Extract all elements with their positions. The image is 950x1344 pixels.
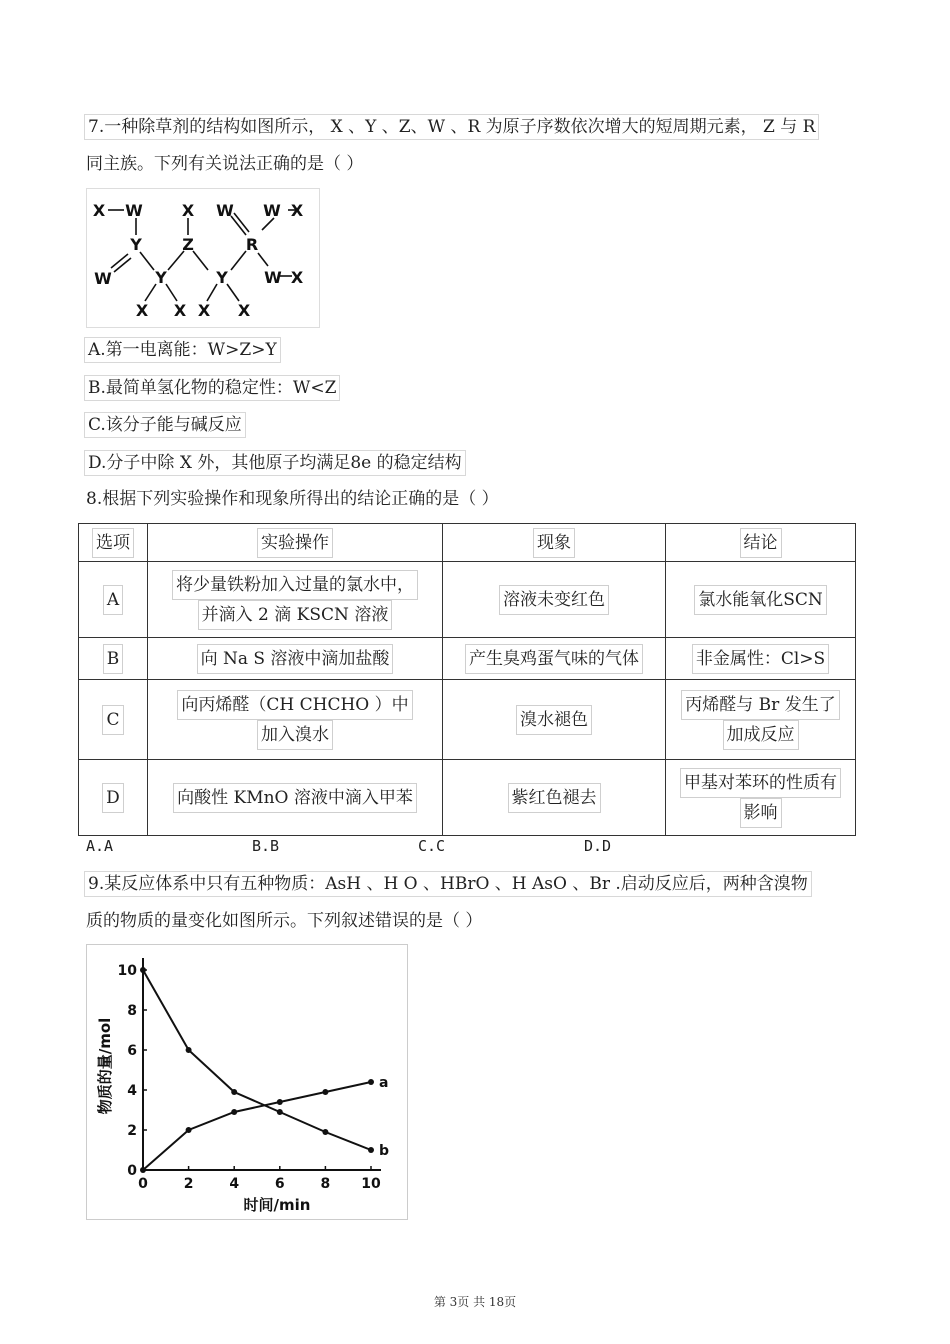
- q9-line1: 9.某反应体系中只有五种物质：AsH 、H O 、HBrO 、H AsO 、Br .启动反应后，两种含溴物: [84, 871, 812, 897]
- x-tick-label: 0: [138, 1176, 148, 1192]
- series-label-a: a: [379, 1075, 389, 1091]
- y-tick-label: 10: [117, 963, 137, 979]
- q8-stem: 8.根据下列实验操作和现象所得出的结论正确的是（ ）: [86, 489, 499, 509]
- row-option: B: [79, 638, 148, 680]
- series-label-b: b: [379, 1143, 390, 1159]
- header-phenomenon: 现象: [443, 524, 666, 562]
- q8-experiment-table: [78, 523, 856, 836]
- row-conclusion: 非金属性：Cl>S: [666, 638, 856, 680]
- q8-answer-a: A.A: [86, 837, 114, 855]
- row-operation: 向丙烯醛（CH CHCHO ）中 加入溴水: [148, 680, 443, 760]
- q7-line1: 7.一种除草剂的结构如图所示， X 、Y 、Z、W 、R 为原子序数依次增大的短周期元素， Z 与 R: [84, 114, 819, 140]
- row-operation: 将少量铁粉加入过量的氯水中， 并滴入 2 滴 KSCN 溶液: [148, 562, 443, 638]
- x-tick-label: 2: [183, 1176, 194, 1192]
- atom-label: R: [245, 235, 259, 254]
- q7-option-b: B.最简单氢化物的稳定性：W<Z: [84, 375, 340, 401]
- data-point-a: [368, 1079, 374, 1085]
- data-point-a: [277, 1099, 283, 1105]
- q9-line-chart: [86, 944, 408, 1220]
- row-option: D: [79, 760, 148, 836]
- atom-label: W: [216, 201, 234, 220]
- atom-label: W: [264, 268, 282, 287]
- q7-option-a: A.第一电离能：W>Z>Y: [84, 337, 281, 363]
- atom-label: Y: [155, 268, 167, 287]
- atom-label: W: [94, 269, 112, 288]
- data-point-a: [231, 1109, 237, 1115]
- row-conclusion: 丙烯醛与 Br 发生了 加成反应: [666, 680, 856, 760]
- x-tick-label: 8: [320, 1176, 331, 1192]
- atom-label: X: [173, 301, 187, 320]
- q8-answer-b: B.B: [252, 837, 280, 855]
- atom-label: X: [237, 301, 251, 320]
- data-point-a: [186, 1127, 192, 1133]
- row-phenomenon: 紫红色褪去: [443, 760, 666, 836]
- q7-line2: 同主族。下列有关说法正确的是（ ）: [86, 154, 364, 174]
- y-tick-label: 8: [127, 1003, 137, 1019]
- header-conclusion: 结论: [666, 524, 856, 562]
- row-conclusion: 甲基对苯环的性质有 影响: [666, 760, 856, 836]
- y-tick-label: 6: [127, 1043, 137, 1059]
- table-header-row: [79, 524, 856, 562]
- q7-structure-diagram: [86, 188, 320, 328]
- row-operation: 向 Na S 溶液中滴加盐酸: [148, 638, 443, 680]
- table-row: [79, 562, 856, 638]
- atom-label: X: [197, 301, 211, 320]
- data-point-a: [140, 1167, 146, 1173]
- row-phenomenon: 溶液未变红色: [443, 562, 666, 638]
- data-point-b: [322, 1129, 328, 1135]
- row-option: C: [79, 680, 148, 760]
- table-row: [79, 760, 856, 836]
- y-tick-label: 2: [127, 1123, 137, 1139]
- atom-label: X: [181, 201, 195, 220]
- atom-label: Z: [182, 235, 194, 254]
- atom-label: Y: [130, 235, 142, 254]
- data-point-b: [186, 1047, 192, 1053]
- series-line-b: [143, 970, 371, 1150]
- x-tick-label: 6: [274, 1176, 285, 1192]
- header-option: 选项: [79, 524, 148, 562]
- atom-label: X: [135, 301, 149, 320]
- header-operation: 实验操作: [148, 524, 443, 562]
- q9-line2: 质的物质的量变化如图所示。下列叙述错误的是（ ）: [86, 911, 483, 931]
- data-point-b: [140, 967, 146, 973]
- data-point-b: [231, 1089, 237, 1095]
- atom-label: X: [290, 268, 304, 287]
- page-footer: 第 3页 共 18页: [433, 1295, 517, 1309]
- y-tick-label: 4: [127, 1083, 137, 1099]
- atom-label: W: [125, 201, 143, 220]
- row-option: A: [79, 562, 148, 638]
- data-point-a: [322, 1089, 328, 1095]
- q7-option-d: D.分子中除 X 外，其他原子均满足8e 的稳定结构: [84, 450, 466, 476]
- y-axis-label: 物质的量/mol: [96, 1017, 114, 1115]
- x-tick-label: 10: [361, 1176, 381, 1192]
- series-line-a: [143, 1082, 371, 1170]
- q8-answer-c: C.C: [418, 837, 446, 855]
- data-point-b: [368, 1147, 374, 1153]
- row-phenomenon: 溴水褪色: [443, 680, 666, 760]
- data-point-b: [277, 1109, 283, 1115]
- table-row: [79, 638, 856, 680]
- atom-label: W: [263, 201, 281, 220]
- atom-label: Y: [216, 268, 228, 287]
- x-tick-label: 4: [229, 1176, 240, 1192]
- y-tick-label: 0: [127, 1163, 137, 1179]
- x-axis-label: 时间/min: [243, 1196, 311, 1214]
- table-row: [79, 680, 856, 760]
- q7-option-c: C.该分子能与碱反应: [84, 412, 246, 438]
- atom-label: X: [290, 201, 304, 220]
- row-operation: 向酸性 KMnO 溶液中滴入甲苯: [148, 760, 443, 836]
- atom-label: X: [92, 201, 106, 220]
- q8-answer-d: D.D: [584, 837, 612, 855]
- row-conclusion: 氯水能氧化SCN: [666, 562, 856, 638]
- row-phenomenon: 产生臭鸡蛋气味的气体: [443, 638, 666, 680]
